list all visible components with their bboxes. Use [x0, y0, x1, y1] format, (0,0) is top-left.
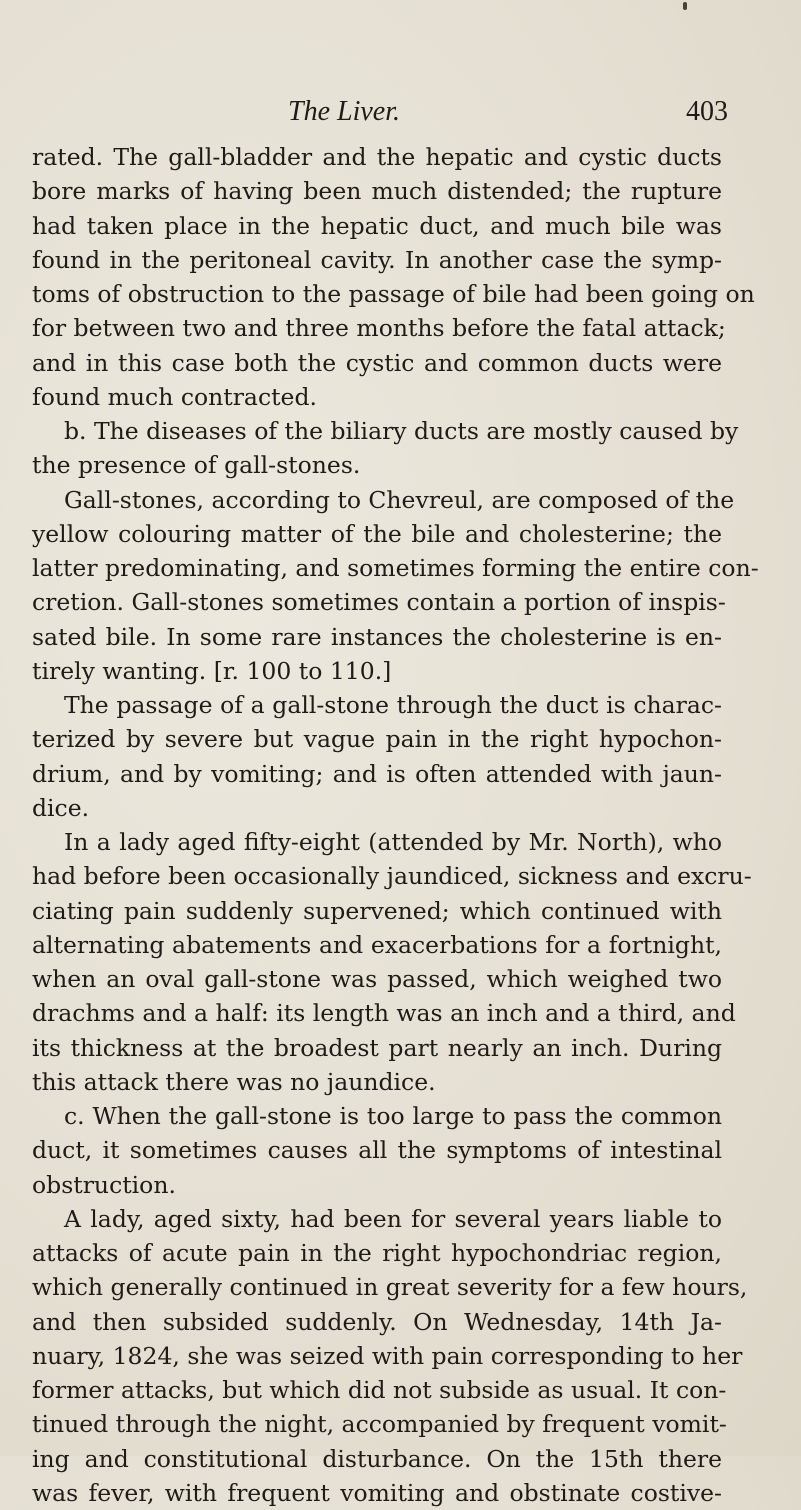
- text-line: nuary, 1824, she was seized with pain corresponding to her: [32, 1341, 743, 1370]
- text-line: dice.: [32, 793, 90, 822]
- text-line: and then subsided suddenly. On Wednesday, 14th Ja-: [32, 1307, 722, 1336]
- text-line: In a lady aged fifty-eight (attended by Mr. North), who: [64, 828, 722, 856]
- running-head: [288, 96, 728, 130]
- text-line: found in the peritoneal cavity. In another case the symp-: [32, 245, 722, 274]
- text-line: its thickness at the broadest part nearly an inch. During: [32, 1033, 722, 1062]
- text-line: toms of obstruction to the passage of bile had been going on: [32, 280, 755, 308]
- text-line: Gall-stones, according to Chevreul, are composed of the: [64, 485, 735, 514]
- text-line: The passage of a gall-stone through the duct is charac-: [64, 691, 722, 719]
- text-line: terized by severe but vague pain in the right hypochon-: [32, 725, 722, 754]
- text-line: yellow colouring matter of the bile and cholesterine; the: [32, 519, 722, 548]
- text-line: bore marks of having been much distended; the rupture: [32, 177, 722, 206]
- text-line: cretion. Gall-stones sometimes contain a portion of inspis-: [32, 588, 726, 617]
- paper-blemish: [683, 2, 687, 10]
- text-line: sated bile. In some rare instances the cholesterine is en-: [32, 622, 722, 651]
- text-line: alternating abatements and exacerbations for a fortnight,: [32, 930, 722, 959]
- text-line: drachms and a half: its length was an inch and a third, and: [32, 999, 736, 1028]
- running-title: The Liver.: [288, 96, 400, 127]
- body-text: [32, 140, 759, 1510]
- text-line: tirely wanting. [r. 100 to 110.]: [32, 656, 392, 685]
- text-line: the presence of gall-stones.: [32, 451, 361, 480]
- text-line: ciating pain suddenly supervened; which continued with: [32, 896, 722, 925]
- text-line: drium, and by vomiting; and is often attended with jaun-: [32, 759, 722, 788]
- text-line: this attack there was no jaundice.: [32, 1067, 436, 1096]
- text-line: which generally continued in great severity for a few hours,: [32, 1273, 748, 1302]
- text-line: A lady, aged sixty, had been for several years liable to: [64, 1204, 722, 1233]
- text-line: tinued through the night, accompanied by frequent vomit-: [32, 1410, 727, 1439]
- text-line: obstruction.: [32, 1170, 176, 1199]
- text-line: when an oval gall-stone was passed, which weighed two: [32, 965, 722, 993]
- text-line: for between two and three months before the fatal attack;: [32, 314, 726, 343]
- text-line: b. The diseases of the biliary ducts are mostly caused by: [64, 417, 739, 445]
- text-line: had before been occasionally jaundiced, sickness and excru-: [32, 862, 752, 891]
- text-line: rated. The gall-bladder and the hepatic and cystic ducts: [32, 143, 722, 171]
- text-line: duct, it sometimes causes all the symptoms of intestinal: [32, 1136, 722, 1165]
- text-line: latter predominating, and sometimes forming the entire con-: [32, 554, 759, 582]
- text-line: had taken place in the hepatic duct, and much bile was: [32, 211, 722, 240]
- text-line: c. When the gall-stone is too large to pass the common: [64, 1102, 722, 1130]
- page-number: 403: [686, 96, 728, 127]
- text-line: found much contracted.: [32, 382, 317, 411]
- text-line: ing and constitutional disturbance. On the 15th there: [32, 1444, 722, 1473]
- text-line: and in this case both the cystic and common ducts were: [32, 348, 722, 377]
- text-line: former attacks, but which did not subside as usual. It con-: [32, 1376, 727, 1404]
- text-line: was fever, with frequent vomiting and obstinate costive-: [32, 1478, 722, 1507]
- text-line: attacks of acute pain in the right hypochondriac region,: [32, 1239, 722, 1267]
